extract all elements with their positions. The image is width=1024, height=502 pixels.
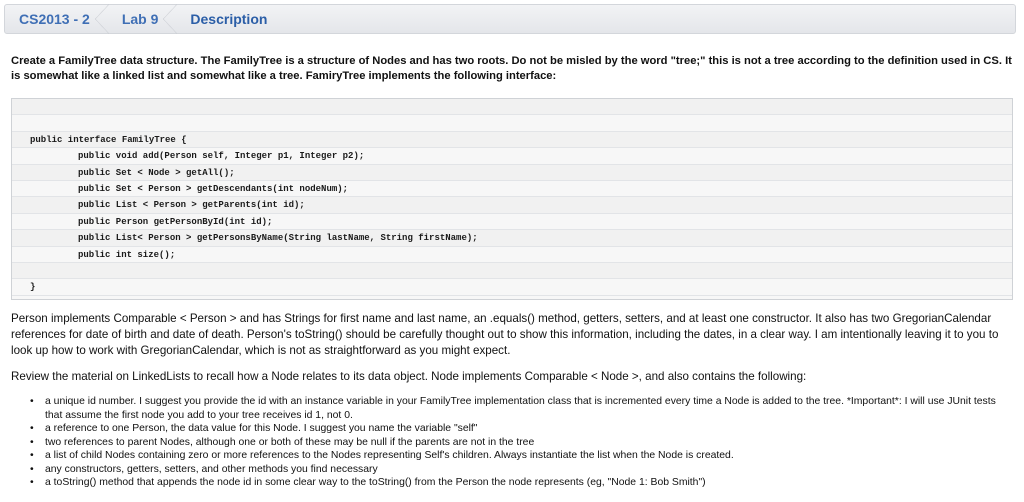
- list-item: • a reference to one Person, the data value for this Node. I suggest you name the variable "self": [30, 422, 1015, 436]
- code-line: public List< Person > getPersonsByName(String lastName, String firstName);: [12, 230, 1012, 246]
- person-description: Person implements Comparable < Person > and has Strings for first name and last name, an .equals() method, getters, setters, and at least one constructor. It also has two GregorianCalendar references for date of birth and date of death. Person's toString() should be carefully thought out to show this information, including the dates, in a clear way. I am intentionally leaving it to you to look up how to work with GregorianCalendar, which is not as straightforward as you might expect.: [11, 312, 999, 357]
- list-item: • a unique id number. I suggest you provide the id with an instance variable in your FamilyTree implementation class that is incremented every time a Node is added to the tree. *Important*: I will use JUnit tests that assume the first node you add to your tree receives id 1, not 0.: [30, 395, 1015, 422]
- code-line: public Set < Node > getAll();: [12, 165, 1012, 181]
- code-line: public Person getPersonById(int id);: [12, 214, 1012, 230]
- breadcrumb: [4, 4, 1016, 34]
- code-line: public interface FamilyTree {: [12, 132, 1012, 148]
- breadcrumb-current-section: Description: [190, 11, 268, 27]
- code-line: }: [12, 279, 1012, 295]
- code-line: public Set < Person > getDescendants(int nodeNum);: [12, 181, 1012, 197]
- code-row-blank: [12, 115, 1012, 131]
- node-description: Review the material on LinkedLists to recall how a Node relates to its data object. Node implements Comparable < Node >, and also contains the following:: [11, 370, 807, 383]
- list-item: • a list of child Nodes containing zero or more references to the Nodes representing Self's children. Always instantiate the list when the Node is created.: [30, 449, 1015, 463]
- list-item: • two references to parent Nodes, although one or both of these may be null if the parents are not in the tree: [30, 436, 1015, 450]
- intro-text: Create a FamilyTree data structure. The FamilyTree is a structure of Nodes and has two roots. Do not be misled by the word "tree;" this is not a tree according to the definition used in CS. It is somewhat like a linked list and somewhat like a tree. FamiryTree implements the following interface:: [11, 55, 1012, 82]
- code-line: public void add(Person self, Integer p1, Integer p2);: [12, 148, 1012, 164]
- code-row-blank: [12, 263, 1012, 279]
- breadcrumb-lab-link[interactable]: Lab 9: [108, 5, 177, 33]
- list-item: • any constructors, getters, setters, and other methods you find necessary: [30, 463, 1015, 477]
- node-requirements-list: [30, 395, 1015, 490]
- code-block: [11, 98, 1013, 300]
- breadcrumb-course-link[interactable]: CS2013 - 2: [5, 5, 108, 33]
- list-item: • a toString() method that appends the node id in some clear way to the toString() from the Person the node represents (eg, "Node 1: Bob Smith"): [30, 476, 1015, 490]
- code-line: public int size();: [12, 247, 1012, 263]
- code-row-blank: [12, 99, 1012, 115]
- code-line: public List < Person > getParents(int id);: [12, 197, 1012, 213]
